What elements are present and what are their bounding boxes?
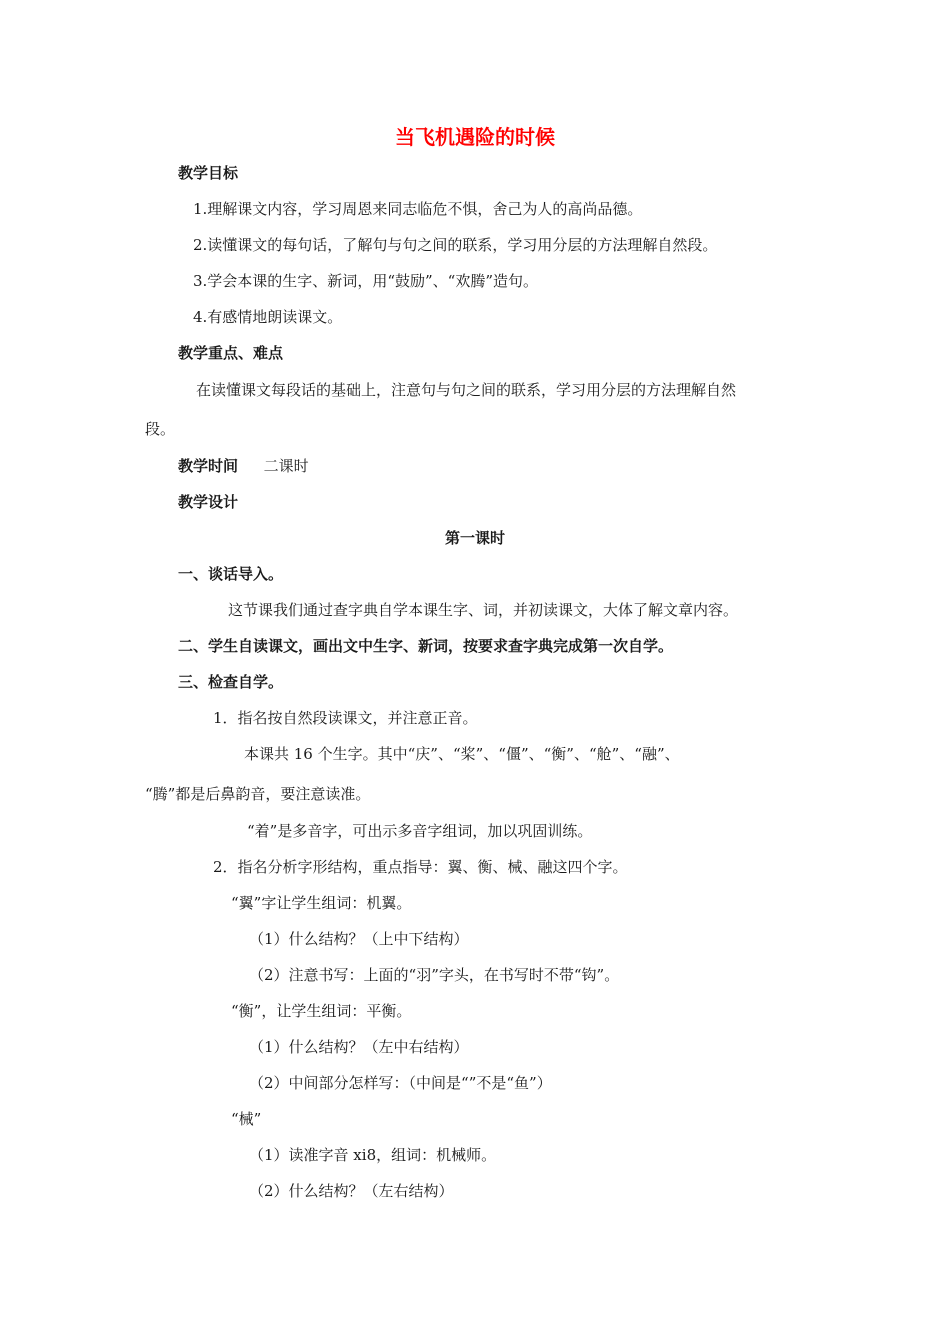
part3-step2: 2．指名分析字形结构，重点指导：翼、衡、械、融这四个字。	[213, 858, 628, 876]
objective-item-4: 4.有感情地朗读课文。	[193, 308, 343, 326]
char-xie-q1: （1）读准字音 xi8，组词：机械师。	[249, 1146, 497, 1164]
part3-heading: 三、检查自学。	[178, 673, 284, 691]
objectives-heading: 教学目标	[178, 164, 239, 182]
document-title: 当飞机遇险的时候	[395, 125, 555, 149]
lesson-title: 第一课时	[444, 529, 505, 547]
part1-text: 这节课我们通过查字典自学本课生字、词，并初读课文，大体了解文章内容。	[228, 601, 739, 619]
char-yi-intro: “翼”字让学生组词：机翼。	[231, 894, 412, 912]
char-heng-q1: （1）什么结构？（左中右结构）	[249, 1038, 469, 1056]
time-heading: 教学时间	[178, 457, 239, 475]
keypoints-heading: 教学重点、难点	[178, 344, 284, 362]
part3-step1-note-line1: 本课共 16 个生字。其中“庆”、“桨”、“僵”、“衡”、“舱”、“融”、	[244, 745, 680, 763]
part1-heading: 一、谈话导入。	[178, 565, 284, 583]
char-xie-q2: （2）什么结构？（左右结构）	[249, 1182, 454, 1200]
char-yi-q2: （2）注意书写：上面的“羽”字头，在书写时不带“钩”。	[249, 966, 620, 984]
design-heading: 教学设计	[178, 493, 239, 511]
part2-heading: 二、学生自读课文，画出文中生字、新词，按要求查字典完成第一次自学。	[178, 637, 674, 655]
keypoints-text-line1: 在读懂课文每段话的基础上，注意句与句之间的联系，学习用分层的方法理解自然	[196, 381, 737, 399]
keypoints-text-line2: 段。	[145, 420, 176, 438]
objective-item-1: 1.理解课文内容，学习周恩来同志临危不惧，舍己为人的高尚品德。	[193, 200, 643, 218]
part3-step1: 1．指名按自然段读课文，并注意正音。	[213, 709, 478, 727]
char-xie-intro: “械”	[231, 1110, 262, 1128]
time-value: 二课时	[263, 457, 309, 475]
time-row	[178, 456, 309, 476]
objective-item-3: 3.学会本课的生字、新词，用“鼓励”、“欢腾”造句。	[193, 272, 538, 290]
part3-step1-note-line2: “腾”都是后鼻韵音，要注意读准。	[145, 785, 371, 803]
char-yi-q1: （1）什么结构？（上中下结构）	[249, 930, 469, 948]
char-heng-q2: （2）中间部分怎样写：（中间是“”不是“鱼”）	[249, 1074, 552, 1092]
objective-item-2: 2.读懂课文的每句话，了解句与句之间的联系，学习用分层的方法理解自然段。	[193, 236, 718, 254]
char-heng-intro: “衡”，让学生组词：平衡。	[231, 1002, 412, 1020]
part3-step1-note2: “着”是多音字，可出示多音字组词，加以巩固训练。	[247, 822, 593, 840]
